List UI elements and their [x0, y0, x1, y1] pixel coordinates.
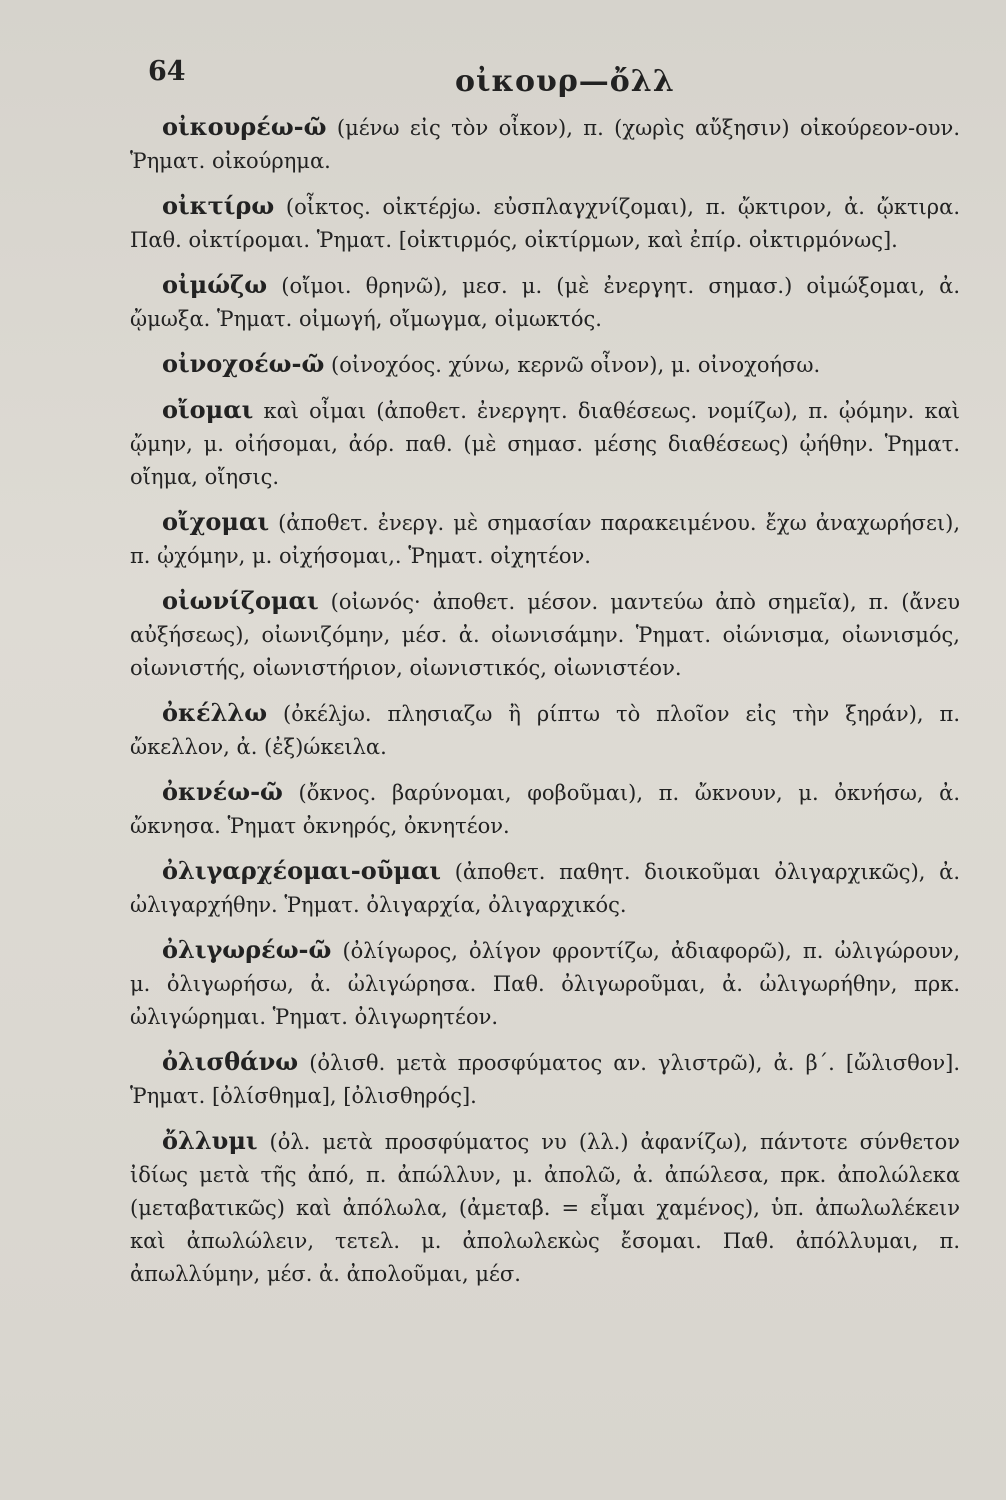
entry-headword: ὀλιγαρχέομαι-οῦμαι: [162, 856, 442, 885]
entry-headword: οἴχομαι: [162, 507, 270, 536]
dictionary-entry: [130, 584, 960, 685]
entry-headword: ὄλλυμι: [162, 1126, 258, 1155]
entry-definition: (ὀλ. μετὰ προσφύματος νυ (λλ.) ἀφανίζω), πάντοτε σύνθετον ἰδίως μετὰ τῆς ἀπό, π. ἀπώλλυν, μ. ἀπολῶ, ἀ. ἀπώλεσα, πρκ. ἀπολώλεκα (μεταβατικῶς) καὶ ἀπόλωλα, (ἀμεταβ. = εἶμαι χαμένος), ὑπ. ἀπωλωλέκειν καὶ ἀπωλώλειν, τετελ. μ. ἀπολωλεκὼς ἔσομαι. Παθ. ἀπόλλυμαι, π. ἀπωλλύμην, μέσ. ἀ. ἀπολοῦμαι, μέσ.: [130, 1130, 960, 1286]
dictionary-entry: [130, 933, 960, 1034]
entry-definition: (οἶκτος. οἰκτέρjω. εὐσπλαγχνίζομαι), π. ᾤκτιρον, ἀ. ᾤκτιρα. Παθ. οἰκτίρομαι. Ῥηματ. [οἰκτιρμός, οἰκτίρμων, καὶ ἐπίρ. οἰκτιρμόνως].: [130, 195, 960, 252]
entry-definition: (ἀποθετ. παθητ. διοικοῦμαι ὀλιγαρχικῶς), ἀ. ὠλιγαρχήθην. Ῥηματ. ὀλιγαρχία, ὀλιγαρχικός.: [130, 860, 960, 917]
entry-headword: οἰκουρέω-ῶ: [162, 112, 327, 141]
entry-headword: οἰκτίρω: [162, 191, 275, 220]
entry-headword: οἰνοχοέω-ῶ: [162, 349, 325, 378]
dictionary-entry: [130, 505, 960, 573]
entry-headword: ὀλισθάνω: [162, 1047, 299, 1076]
entry-definition: (ὀλίγωρος, ὀλίγον φροντίζω, ἀδιαφορῶ), π. ὠλιγώρουν, μ. ὀλιγωρήσω, ἀ. ὠλιγώρησα. Παθ. ὀλιγωροῦμαι, ἀ. ὠλιγωρήθην, πρκ. ὠλιγώρημαι. Ῥηματ. ὀλιγωρητέον.: [130, 939, 960, 1029]
dictionary-entry: [130, 393, 960, 494]
entry-definition: καὶ οἶμαι (ἀποθετ. ἐνεργητ. διαθέσεως. νομίζω), π. ᾠόμην. καὶ ᾤμην, μ. οἰήσομαι, ἀόρ. παθ. (μὲ σημασ. μέσης διαθέσεως) ᾠήθην. Ῥηματ. οἴημα, οἴησις.: [130, 399, 960, 489]
dictionary-entry: [130, 268, 960, 336]
entry-headword: ὀκνέω-ῶ: [162, 777, 283, 806]
entry-definition: (ὀκέλjω. πλησιαζω ἢ ρίπτω τὸ πλοῖον εἰς τὴν ξηράν), π. ὤκελλον, ἀ. (ἐξ)ώκειλα.: [130, 702, 960, 759]
dictionary-entry: [130, 1045, 960, 1113]
dictionary-entry: [130, 347, 960, 382]
dictionary-entry: [130, 854, 960, 922]
entry-definition: (μένω εἰς τὸν οἶκον), π. (χωρὶς αὔξησιν) οἰκούρεον-ουν. Ῥηματ. οἰκούρημα.: [130, 116, 960, 173]
dictionary-entry: [130, 1124, 960, 1291]
dictionary-entry: [130, 696, 960, 764]
entry-headword: οἰωνίζομαι: [162, 586, 319, 615]
entry-definition: (οἰνοχόος. χύνω, κερνῶ οἶνον), μ. οἰνοχοήσω.: [324, 353, 821, 377]
running-head: οἰκουρ—ὄλλ: [455, 64, 675, 99]
entries-list: [130, 110, 960, 1302]
entry-definition: (οἴμοι. θρηνῶ), μεσ. μ. (μὲ ἐνεργητ. σημασ.) οἰμώξομαι, ἀ. ᾤμωξα. Ῥηματ. οἰμωγή, οἴμωγμα, οἰμωκτός.: [130, 274, 960, 331]
entry-definition: (ἀποθετ. ἐνεργ. μὲ σημασίαν παρακειμένου. ἔχω ἀναχωρήσει), π. ᾠχόμην, μ. οἰχήσομαι,. Ῥηματ. οἰχητέον.: [130, 511, 960, 568]
entry-definition: (ὄκνος. βαρύνομαι, φοβοῦμαι), π. ὤκνουν, μ. ὀκνήσω, ἀ. ὤκνησα. Ῥηματ ὀκνηρός, ὀκνητέον.: [130, 781, 960, 838]
dictionary-entry: [130, 189, 960, 257]
dictionary-entry: [130, 110, 960, 178]
entry-definition: (οἰωνός· ἀποθετ. μέσον. μαντεύω ἀπὸ σημεῖα), π. (ἄνευ αὐξήσεως), οἰωνιζόμην, μέσ. ἀ. οἰωνισάμην. Ῥηματ. οἰώνισμα, οἰωνισμός, οἰωνιστής, οἰωνιστήριον, οἰωνιστικός, οἰωνιστέον.: [130, 590, 960, 680]
page-header: [0, 56, 1006, 106]
dictionary-entry: [130, 775, 960, 843]
entry-headword: οἴομαι: [162, 395, 254, 424]
entry-headword: ὀλιγωρέω-ῶ: [162, 935, 332, 964]
page-number: 64: [148, 56, 186, 87]
entry-headword: ὀκέλλω: [162, 698, 268, 727]
entry-headword: οἰμώζω: [162, 270, 268, 299]
entry-definition: (ὀλισθ. μετὰ προσφύματος αν. γλιστρῶ), ἀ. β΄. [ὤλισθον]. Ῥηματ. [ὀλίσθημα], [ὀλισθηρός].: [130, 1051, 960, 1108]
